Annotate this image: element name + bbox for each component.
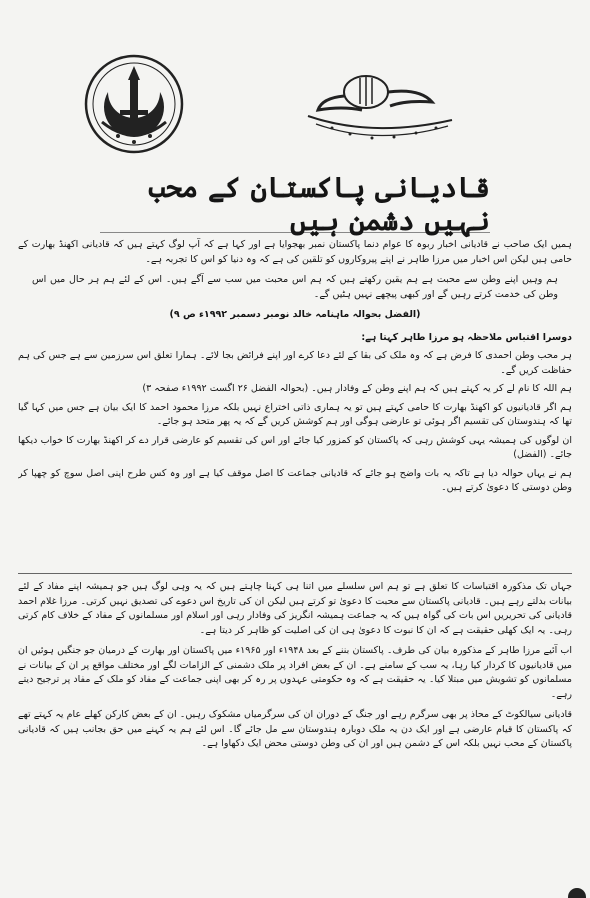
crescent-emblem-icon [82, 52, 186, 156]
list-item: ہم اللہ کا نام لے کر یہ کہتے ہیں کہ ہم اپنے وطن کے وفادار ہیں۔ (بحوالہ الفضل ۲۶ اگست ۱۹۹۲ء صفحہ ۳) [142, 383, 572, 394]
list-item: ان لوگوں کی ہمیشہ یہی کوشش رہی کہ پاکستان کو کمزور کیا جائے اور اس کی تقسیم کو عارضی قرار دے کر اکھنڈ بھارت کا خواب دیکھا جائے۔ (الفضل) [18, 434, 572, 460]
section-intro: دوسرا اقتباس ملاحظہ ہو مرزا طاہر کہتا ہے: [361, 331, 572, 343]
paragraph: اب آئیے مرزا طاہر کے مذکورہ بیان کی طرف۔ پاکستان بننے کے بعد ۱۹۴۸ء اور ۱۹۶۵ء میں پاکستان اور بھارت کے درمیان جو جنگیں ہوئیں ان میں قادیانیوں کا کردار کیا رہا، یہ سب کے سامنے ہے۔ ان کے بعض افراد پر ملک دشمنی کے الزامات لگے اور مختلف مواقع پر ان کے بیانات نے مسلمانوں کو تشویش میں مبتلا کیا۔ یہ حقیقت ہے کہ وہ حکومتی عہدوں پر رہ کر بھی اپنی جماعت کے مفاد کو ملک کے مفاد پر ترجیح دیتے رہے۔ [18, 645, 572, 700]
list-item: ہم نے یہاں حوالہ دیا ہے تاکہ یہ بات واضح ہو جائے کہ قادیانی جماعت کا اصل موقف کیا ہے اور وہ کس طرح اپنی اصل سوچ کو چھپا کر وطن دوستی کا دعویٰ کرتے ہیں۔ [18, 467, 572, 493]
quote-paragraph: ہم وہیں اپنے وطن سے محبت ہے ہم یقین رکھتے ہیں کہ ہم اس محبت میں سب سے آگے ہیں۔ اس کے لئے ہم ہر حال میں اس وطن کی خدمت کرتے رہیں گے اور کبھی پیچھے نہیں ہٹیں گے۔ [32, 274, 558, 300]
list-item: ہر محب وطن احمدی کا فرض ہے کہ وہ ملک کی بقا کے لئے دعا کرے اور اپنے فرائض بجا لائے۔ ہمارا تعلق اس سرزمین سے ہے جس کی ہم حفاظت کریں گے۔ [18, 350, 572, 376]
article-section-1 [18, 238, 572, 566]
list-item: ہم اگر قادیانیوں کو اکھنڈ بھارت کا حامی کہتے ہیں تو یہ ہماری ذاتی اختراع نہیں بلکہ مرزا محمود احمد کا ایک بیان ہے جس میں کہا گیا تھا کہ ہندوستان کی تقسیم اگر ہوئی تو عارضی ہوگی اور ہم کوشش کریں گے کہ یہ پھر متحد ہو جائے۔ [18, 401, 572, 427]
section-divider [18, 573, 572, 574]
page-title: قادیانی پاکستان کے محب نہیں دشمن ہیں [100, 176, 490, 233]
paragraph: ہمیں ایک صاحب نے قادیانی اخبار ربوہ کا عوام دنما پاکستان نمبر بھجوایا ہے اور کہا ہے کہ آپ لوگ کہتے ہیں کہ قادیانی اکھنڈ بھارت کے حامی ہیں لیکن اس اخبار میں مرزا طاہر نے اپنے پیروکاروں کو تلقین کی ہے کہ وہ دنیا کو اس کا تجربہ ہے۔ [18, 239, 572, 265]
article-section-2 [18, 580, 572, 890]
page-corner-mark [568, 888, 586, 898]
source-citation: (الفضل بحوالہ ماہنامہ خالد نومبر دسمبر ۱۹۹۲ء ص ۹) [169, 309, 421, 320]
paragraph: قادیانی سیالکوٹ کے محاذ پر بھی سرگرم رہے اور جنگ کے دوران ان کی سرگرمیاں مشکوک رہیں۔ ان کے بعض کارکن کھلے عام یہ کہتے تھے کہ پاکستان کا قیام عارضی ہے اور ایک دن یہ ملک دوبارہ ہندوستان سے مل جائے گا۔ اس لئے ہم یہ کہنے میں حق بجانب ہیں کہ قادیانی پاکستان کے محب نہیں بلکہ اس کے دشمن ہیں اور ان کی وطن دوستی محض ایک دکھاوا ہے۔ [18, 709, 572, 749]
calligraphy-seal-icon [302, 58, 472, 150]
paragraph: جہاں تک مذکورہ اقتباسات کا تعلق ہے تو ہم اس سلسلے میں اتنا ہی کہنا چاہتے ہیں کہ یہ وہی لوگ ہیں جو ہمیشہ اپنے مفاد کے لئے بیانات بدلتے رہے ہیں۔ قادیانی پاکستان سے محبت کا دعویٰ تو کرتے ہیں لیکن ان کی تاریخ اس دعوے کی تصدیق نہیں کرتی۔ مرزا غلام احمد قادیانی کی تحریریں اس بات کی گواہ ہیں کہ یہ جماعت ہمیشہ انگریز کی وفادار رہی اور اسلام اور مسلمانوں کے مفاد کے خلاف کام کرتی رہی۔ یہ ایک کھلی حقیقت ہے کہ ان کا نبوت کا دعویٰ ہی ان کی اصلیت کو ظاہر کر دیتا ہے۔ [18, 581, 572, 636]
